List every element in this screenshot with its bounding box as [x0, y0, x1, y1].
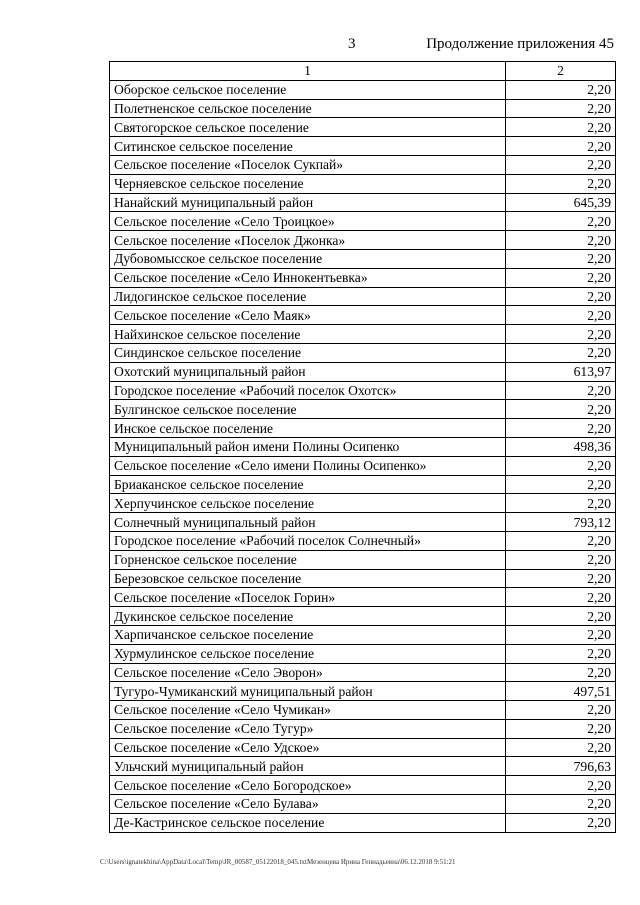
row-name-cell: Сельское поселение «Село имени Полины Осипенко» — [110, 456, 506, 475]
row-name-cell: Нанайский муниципальный район — [110, 193, 506, 212]
row-value-cell: 2,20 — [506, 644, 616, 663]
table-row — [110, 776, 616, 795]
row-name-cell: Солнечный муниципальный район — [110, 513, 506, 532]
row-value-cell: 2,20 — [506, 287, 616, 306]
row-name-cell: Инское сельское поселение — [110, 419, 506, 438]
table-row — [110, 738, 616, 757]
row-value-cell: 2,20 — [506, 776, 616, 795]
table-row — [110, 456, 616, 475]
table-row — [110, 137, 616, 156]
row-name-cell: Ситинское сельское поселение — [110, 137, 506, 156]
row-value-cell: 2,20 — [506, 419, 616, 438]
row-value-cell: 2,20 — [506, 569, 616, 588]
table-row — [110, 99, 616, 118]
row-value-cell: 2,20 — [506, 174, 616, 193]
footer-file-path: C:\Users\ignatekhina\AppData\Local\Temp\JR_00587_05122018_045.txtМезенцева Ирина Геннадьевна\06.12.2018 9:51:21 — [100, 858, 456, 866]
table-body — [110, 62, 616, 833]
table-row — [110, 813, 616, 832]
page-number: 3 — [348, 36, 356, 52]
table-row — [110, 437, 616, 456]
table-row — [110, 231, 616, 250]
table-row — [110, 569, 616, 588]
row-name-cell: Полетненское сельское поселение — [110, 99, 506, 118]
row-name-cell: Сельское поселение «Село Булава» — [110, 795, 506, 814]
table-row — [110, 550, 616, 569]
table-row — [110, 400, 616, 419]
table-row — [110, 381, 616, 400]
table-row — [110, 494, 616, 513]
row-value-cell: 2,20 — [506, 738, 616, 757]
row-value-cell: 498,36 — [506, 437, 616, 456]
row-name-cell: Бриаканское сельское поселение — [110, 475, 506, 494]
row-value-cell: 2,20 — [506, 325, 616, 344]
row-value-cell: 497,51 — [506, 682, 616, 701]
table-row — [110, 362, 616, 381]
row-value-cell: 2,20 — [506, 268, 616, 287]
row-value-cell: 2,20 — [506, 456, 616, 475]
row-value-cell: 2,20 — [506, 588, 616, 607]
table-row — [110, 80, 616, 99]
row-value-cell: 2,20 — [506, 212, 616, 231]
table-row — [110, 174, 616, 193]
table-row — [110, 475, 616, 494]
row-name-cell: Лидогинское сельское поселение — [110, 287, 506, 306]
table-row — [110, 249, 616, 268]
row-name-cell: Городское поселение «Рабочий поселок Охотск» — [110, 381, 506, 400]
row-value-cell: 2,20 — [506, 99, 616, 118]
row-value-cell: 2,20 — [506, 607, 616, 626]
row-value-cell: 2,20 — [506, 550, 616, 569]
table-row — [110, 118, 616, 137]
row-name-cell: Сельское поселение «Село Тугур» — [110, 719, 506, 738]
row-name-cell: Харпичанское сельское поселение — [110, 625, 506, 644]
row-value-cell: 796,63 — [506, 757, 616, 776]
row-value-cell: 2,20 — [506, 118, 616, 137]
row-value-cell: 2,20 — [506, 400, 616, 419]
row-value-cell: 2,20 — [506, 381, 616, 400]
row-name-cell: Святогорское сельское поселение — [110, 118, 506, 137]
row-name-cell: Городское поселение «Рабочий поселок Солнечный» — [110, 531, 506, 550]
table-row — [110, 287, 616, 306]
row-name-cell: Муниципальный район имени Полины Осипенко — [110, 437, 506, 456]
table-row — [110, 757, 616, 776]
table-header-row — [110, 62, 616, 81]
row-name-cell: Херпучинское сельское поселение — [110, 494, 506, 513]
row-name-cell: Сельское поселение «Село Удское» — [110, 738, 506, 757]
table-row — [110, 343, 616, 362]
row-name-cell: Синдинское сельское поселение — [110, 343, 506, 362]
table-row — [110, 663, 616, 682]
row-name-cell: Березовское сельское поселение — [110, 569, 506, 588]
row-value-cell: 2,20 — [506, 625, 616, 644]
row-value-cell: 2,20 — [506, 249, 616, 268]
table-row — [110, 268, 616, 287]
table-row — [110, 155, 616, 174]
row-name-cell: Горненское сельское поселение — [110, 550, 506, 569]
row-value-cell: 2,20 — [506, 701, 616, 720]
row-value-cell: 613,97 — [506, 362, 616, 381]
row-value-cell: 2,20 — [506, 231, 616, 250]
row-name-cell: Дубовомысское сельское поселение — [110, 249, 506, 268]
row-name-cell: Сельское поселение «Село Маяк» — [110, 306, 506, 325]
row-name-cell: Сельское поселение «Село Иннокентьевка» — [110, 268, 506, 287]
row-value-cell: 2,20 — [506, 475, 616, 494]
row-name-cell: Ульчский муниципальный район — [110, 757, 506, 776]
table-row — [110, 531, 616, 550]
table-row — [110, 419, 616, 438]
table-row — [110, 607, 616, 626]
row-name-cell: Сельское поселение «Поселок Горин» — [110, 588, 506, 607]
row-name-cell: Сельское поселение «Село Троицкое» — [110, 212, 506, 231]
data-table — [109, 61, 616, 833]
row-name-cell: Охотский муниципальный район — [110, 362, 506, 381]
row-value-cell: 2,20 — [506, 155, 616, 174]
table-row — [110, 212, 616, 231]
row-value-cell: 2,20 — [506, 663, 616, 682]
row-name-cell: Черняевское сельское поселение — [110, 174, 506, 193]
row-name-cell: Булгинское сельское поселение — [110, 400, 506, 419]
table-row — [110, 795, 616, 814]
table-row — [110, 625, 616, 644]
row-value-cell: 2,20 — [506, 306, 616, 325]
row-value-cell: 2,20 — [506, 795, 616, 814]
row-value-cell: 2,20 — [506, 813, 616, 832]
row-value-cell: 2,20 — [506, 719, 616, 738]
table-row — [110, 644, 616, 663]
row-name-cell: Оборское сельское поселение — [110, 80, 506, 99]
row-name-cell: Дукинское сельское поселение — [110, 607, 506, 626]
table-row — [110, 719, 616, 738]
table-row — [110, 701, 616, 720]
table-row — [110, 682, 616, 701]
row-name-cell: Сельское поселение «Село Богородское» — [110, 776, 506, 795]
row-name-cell: Сельское поселение «Поселок Сукпай» — [110, 155, 506, 174]
row-value-cell: 2,20 — [506, 531, 616, 550]
row-name-cell: Тугуро-Чумиканский муниципальный район — [110, 682, 506, 701]
row-name-cell: Хурмулинское сельское поселение — [110, 644, 506, 663]
row-name-cell: Сельское поселение «Село Чумикан» — [110, 701, 506, 720]
appendix-title: Продолжение приложения 45 — [426, 36, 614, 52]
row-name-cell: Найхинское сельское поселение — [110, 325, 506, 344]
table-row — [110, 588, 616, 607]
table-row — [110, 306, 616, 325]
row-name-cell: Сельское поселение «Поселок Джонка» — [110, 231, 506, 250]
row-value-cell: 2,20 — [506, 343, 616, 362]
row-name-cell: Сельское поселение «Село Эворон» — [110, 663, 506, 682]
row-value-cell: 2,20 — [506, 137, 616, 156]
row-value-cell: 645,39 — [506, 193, 616, 212]
row-value-cell: 793,12 — [506, 513, 616, 532]
row-value-cell: 2,20 — [506, 494, 616, 513]
column-header-2: 2 — [506, 62, 616, 81]
column-header-1: 1 — [110, 62, 506, 81]
table-row — [110, 513, 616, 532]
row-name-cell: Де-Кастринское сельское поселение — [110, 813, 506, 832]
row-value-cell: 2,20 — [506, 80, 616, 99]
table-row — [110, 193, 616, 212]
table-row — [110, 325, 616, 344]
